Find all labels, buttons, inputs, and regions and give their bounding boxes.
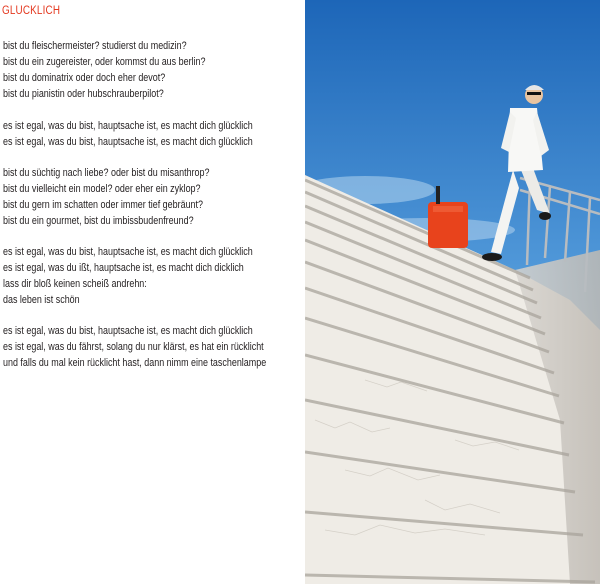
lyric-line: es ist egal, was du bist, hauptsache ist, es macht dich glücklich (3, 325, 253, 337)
lyric-line: bist du dominatrix oder doch eher devot? (3, 72, 166, 84)
lyric-line: bist du gern im schatten oder immer tief gebräunt? (3, 199, 203, 211)
lyric-line: lass dir bloß keinen scheiß andrehn: (3, 278, 147, 290)
song-title: GLÜCKLICH (2, 5, 61, 17)
lyric-line: bist du ein gourmet, bist du imbissbudenfreund? (3, 215, 194, 227)
lyric-line: es ist egal, was du bist, hauptsache ist, es macht dich glücklich (3, 136, 253, 148)
lyric-line: bist du vielleicht ein model? oder eher ein zyklop? (3, 183, 201, 195)
lyric-line: bist du ein zugereister, oder kommst du aus berlin? (3, 56, 206, 68)
photo-illustration (305, 0, 600, 584)
lyric-line: bist du fleischermeister? studierst du medizin? (3, 40, 187, 52)
lyric-line: das leben ist schön (3, 294, 80, 306)
lyric-line: es ist egal, was du fährst, solang du nur klärst, es hat ein rücklicht (3, 341, 264, 353)
lyric-line: es ist egal, was du bist, hauptsache ist, es macht dich glücklich (3, 246, 253, 258)
lyric-line: bist du süchtig nach liebe? oder bist du misanthrop? (3, 167, 210, 179)
lyric-line: und falls du mal kein rücklicht hast, dann nimm eine taschenlampe (3, 357, 267, 369)
lyric-line: es ist egal, was du ißt, hauptsache ist, es macht dich dicklich (3, 262, 244, 274)
lyric-line: es ist egal, was du bist, hauptsache ist, es macht dich glücklich (3, 120, 253, 132)
cover-photo (305, 0, 600, 584)
lyric-line: bist du pianistin oder hubschrauberpilot? (3, 88, 164, 100)
